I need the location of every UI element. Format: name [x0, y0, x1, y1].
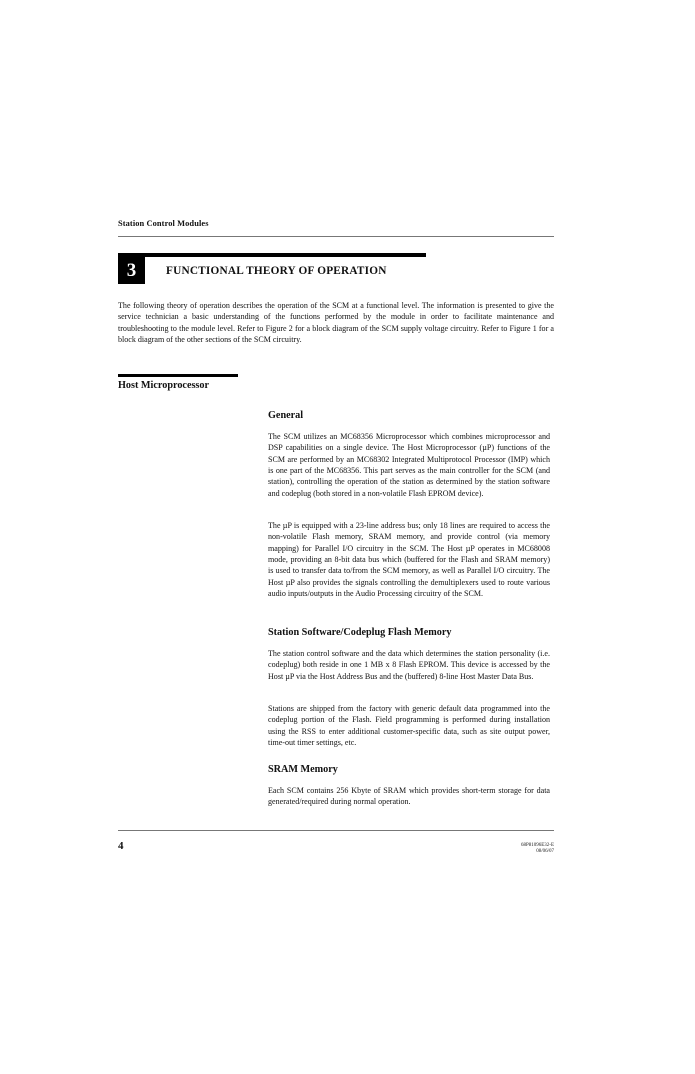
chapter-title: FUNCTIONAL THEORY OF OPERATION [166, 265, 387, 277]
page-number: 4 [118, 840, 124, 852]
flash-paragraph-1: The station control software and the data which determines the station personality (i.e. codeplug) both reside in one 1 MB x 8 Flash EPROM. This device is accessed by the Host µP via the Host Address Bus and the (buffered) 8-line Host Master Data Bus. [268, 649, 550, 681]
chapter-bar [118, 253, 426, 257]
sram-paragraph-1: Each SCM contains 256 Kbyte of SRAM which provides short-term storage for data generated/required during normal operation. [268, 786, 550, 807]
chapter-number: 3 [118, 257, 145, 284]
doc-number: 68P81096E32-E [520, 843, 554, 848]
general-heading: General [268, 410, 304, 421]
doc-id [521, 843, 554, 855]
section-bar [118, 374, 238, 377]
flash-heading: Station Software/Codeplug Flash Memory [268, 627, 452, 638]
general-paragraph-1: The SCM utilizes an MC68356 Microprocessor which combines microprocessor and DSP capabilities on a single device. The Host Microprocessor (µP) functions of the SCM are performed by an MC68302 Integrated Multiprotocol Processor (IMP) which is one part of the MC68356. This part serves as the main controller for the SCM (and station), controlling the operation of the station as determined by the station software and codeplug (both stored in a non-volatile Flash EPROM device). [268, 432, 550, 498]
section-title: Host Microprocessor [118, 380, 210, 391]
running-head: Station Control Modules [118, 219, 209, 228]
general-paragraph-2: The µP is equipped with a 23-line address bus; only 18 lines are required to access the non-volatile Flash memory, SRAM memory, and provide control (via memory mapping) for Parallel I/O circuitry in the SCM. The Host µP operates in MC68008 mode, providing an 8-bit data bus which (buffered for the Flash and SRAM memory) is used to transfer data to/from the SCM memory, as well as Parallel I/O circuitry. The Host µP also provides the signals controlling the demultiplexers used to route various audio inputs/outputs in the Audio Processing circuitry of the SCM. [268, 521, 550, 599]
header-rule [118, 236, 554, 237]
footer-rule [118, 830, 554, 831]
sram-heading: SRAM Memory [268, 764, 338, 775]
doc-date: 08/06/07 [536, 849, 554, 854]
intro-paragraph: The following theory of operation describes the operation of the SCM at a functional level. The information is presented to give the service technician a basic understanding of the functions performed by the module in order to facilitate maintenance and troubleshooting to the module level. Refer to Figure 2 for a block diagram of the SCM supply voltage circuitry. Refer to Figure 1 for a block diagram of the other sections of the SCM circuitry. [118, 301, 554, 345]
flash-paragraph-2: Stations are shipped from the factory with generic default data programmed into the codeplug portion of the Flash. Field programming is performed during installation using the RSS to enter additional customer-specific data, such as site output power, time-out timer settings, etc. [268, 704, 550, 748]
